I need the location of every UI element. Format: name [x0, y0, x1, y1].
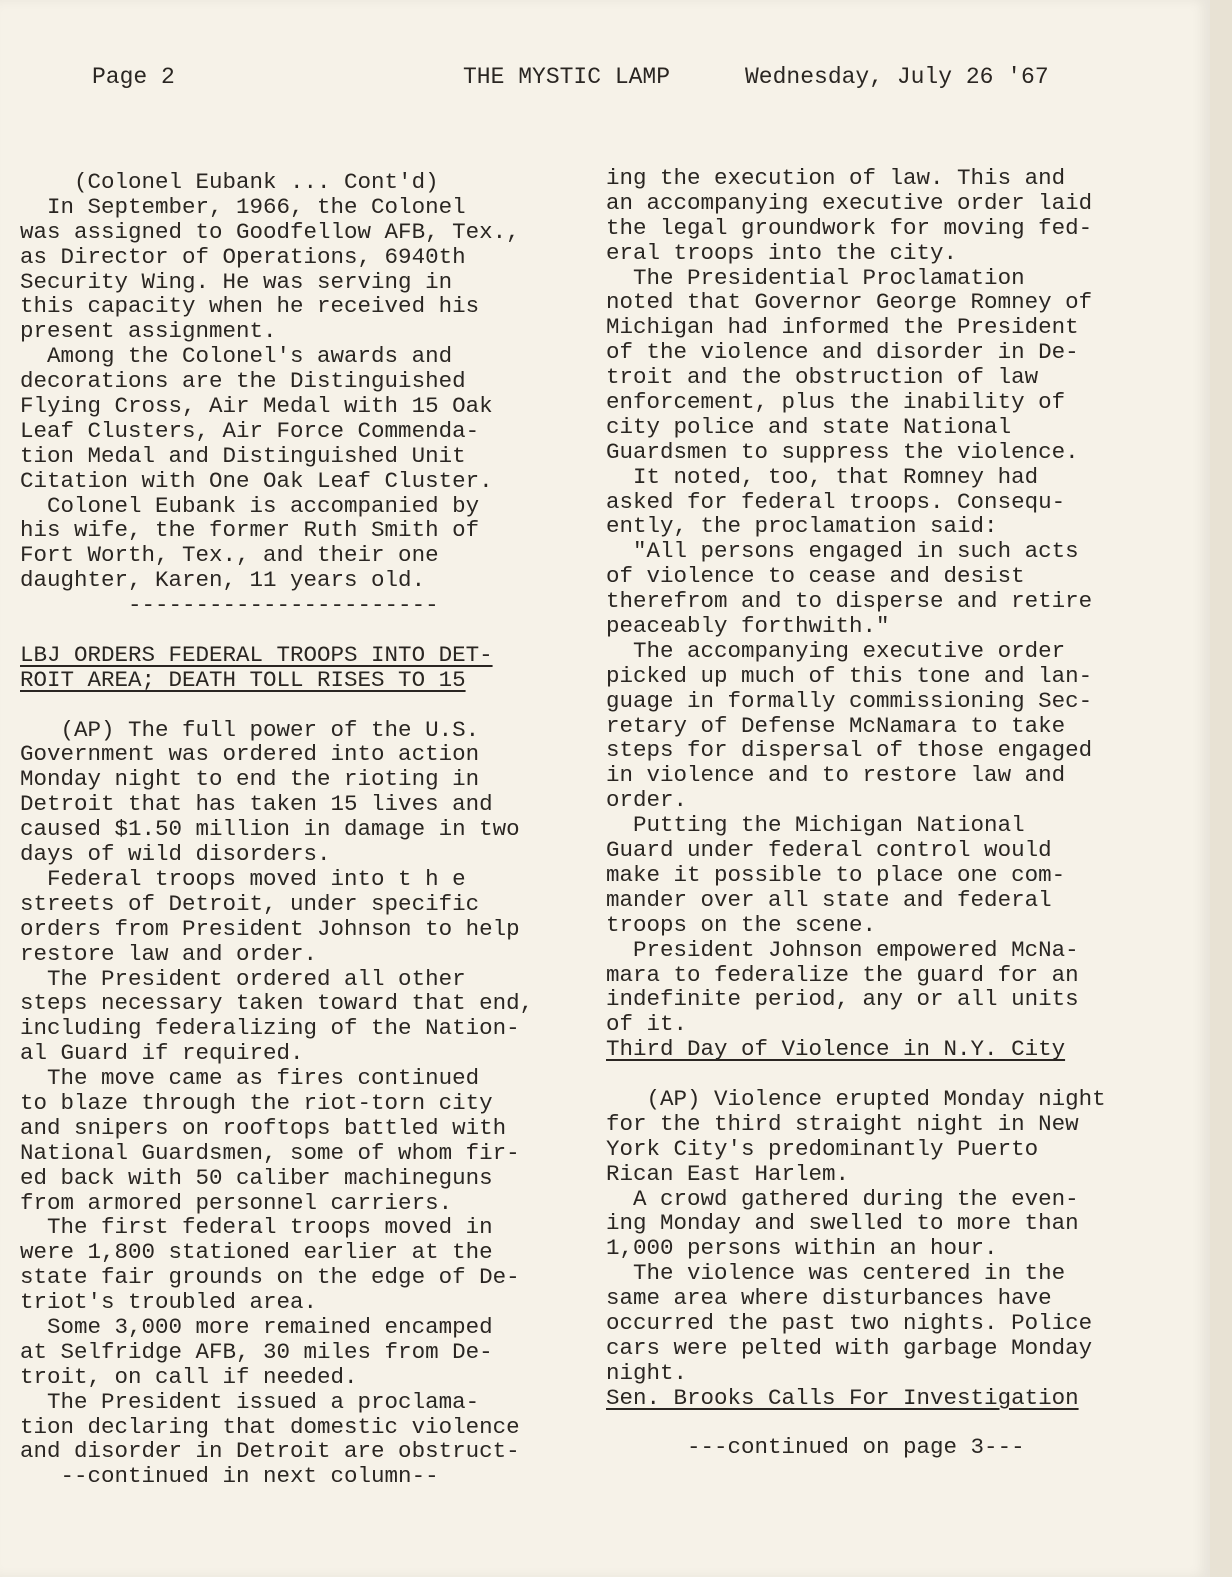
- text-line: from armored personnel carriers.: [20, 1189, 453, 1216]
- text-line: The President ordered all other: [20, 965, 466, 992]
- text-line: -----------------------: [20, 592, 439, 619]
- text-line: triot's troubled area.: [20, 1289, 318, 1316]
- text-line: order.: [606, 787, 688, 814]
- text-line: steps for dispersal of those engaged: [606, 737, 1093, 764]
- text-line: streets of Detroit, under specific: [20, 890, 480, 917]
- text-line: [606, 1411, 1166, 1436]
- text-line: Some 3,000 more remained encamped: [20, 1313, 493, 1340]
- text-line: tion declaring that domestic violence: [20, 1413, 520, 1440]
- text-line: Detroit that has taken 15 lives and: [20, 791, 493, 818]
- page-header: [0, 64, 1210, 104]
- text-line: 1,000 persons within an hour.: [606, 1235, 998, 1262]
- text-line: orders from President Johnson to help: [20, 915, 520, 942]
- text-line: In September, 1966, the Colonel: [20, 193, 466, 220]
- left-column: [20, 170, 590, 1489]
- text-line: Citation with One Oak Leaf Cluster.: [20, 467, 493, 494]
- text-line: city police and state National: [606, 413, 1012, 440]
- text-line: Michigan had informed the President: [606, 314, 1079, 341]
- page-edge: [1210, 0, 1232, 1577]
- headline-line: Sen. Brooks Calls For Investigation: [606, 1384, 1079, 1411]
- text-line: mara to federalize the guard for an: [606, 961, 1079, 988]
- text-line: [606, 1062, 1166, 1087]
- text-line: night.: [606, 1359, 688, 1386]
- text-line: days of wild disorders.: [20, 841, 331, 868]
- text-line: (AP) Violence erupted Monday night: [606, 1085, 1106, 1112]
- text-line: ing Monday and swelled to more than: [606, 1210, 1079, 1237]
- text-line: restore law and order.: [20, 940, 318, 967]
- text-line: noted that Governor George Romney of: [606, 289, 1093, 316]
- text-line: ently, the proclamation said:: [606, 513, 998, 540]
- text-line: The violence was centered in the: [606, 1260, 1066, 1287]
- text-line: The Presidential Proclamation: [606, 264, 1025, 291]
- text-line: The first federal troops moved in: [20, 1214, 493, 1241]
- text-line: troit, on call if needed.: [20, 1363, 358, 1390]
- text-line: as Director of Operations, 6940th: [20, 243, 466, 270]
- text-line: in violence and to restore law and: [606, 762, 1066, 789]
- text-line: occurred the past two nights. Police: [606, 1309, 1093, 1336]
- text-line: peaceably forthwith.": [606, 613, 890, 640]
- text-line: Fort Worth, Tex., and their one: [20, 542, 439, 569]
- text-line: Monday night to end the rioting in: [20, 766, 480, 793]
- text-line: Guardsmen to suppress the violence.: [606, 438, 1079, 465]
- text-line: of it.: [606, 1011, 688, 1038]
- text-line: an accompanying executive order laid: [606, 189, 1093, 216]
- page-number: Page 2: [92, 64, 175, 90]
- text-line: of the violence and disorder in De-: [606, 339, 1079, 366]
- text-line: A crowd gathered during the even-: [606, 1185, 1079, 1212]
- headline-line: ROIT AREA; DEATH TOLL RISES TO 15: [20, 666, 466, 693]
- text-line: ed back with 50 caliber machineguns: [20, 1164, 493, 1191]
- text-line: The President issued a proclama-: [20, 1388, 480, 1415]
- text-line: Federal troops moved into t h e: [20, 865, 466, 892]
- text-line: retary of Defense McNamara to take: [606, 712, 1066, 739]
- text-line: Leaf Clusters, Air Force Commenda-: [20, 417, 480, 444]
- text-line: --continued in next column--: [20, 1463, 439, 1490]
- text-line: the legal groundwork for moving fed-: [606, 214, 1093, 241]
- text-line: Rican East Harlem.: [606, 1160, 850, 1187]
- text-line: "All persons engaged in such acts: [606, 538, 1079, 565]
- text-line: Government was ordered into action: [20, 741, 480, 768]
- text-line: troops on the scene.: [606, 911, 877, 938]
- text-line: al Guard if required.: [20, 1040, 304, 1067]
- text-line: mander over all state and federal: [606, 886, 1052, 913]
- issue-date: Wednesday, July 26 '67: [745, 64, 1049, 90]
- text-line: Guard under federal control would: [606, 837, 1052, 864]
- text-line: this capacity when he received his: [20, 293, 480, 320]
- text-line: steps necessary taken toward that end,: [20, 990, 534, 1017]
- text-line: ing the execution of law. This and: [606, 165, 1066, 191]
- text-line: Putting the Michigan National: [606, 812, 1025, 839]
- text-line: make it possible to place one com-: [606, 861, 1066, 888]
- text-line: cars were pelted with garbage Monday: [606, 1334, 1093, 1361]
- text-line: were 1,800 stationed earlier at the: [20, 1239, 493, 1266]
- text-line: same area where disturbances have: [606, 1285, 1052, 1312]
- text-line: (AP) The full power of the U.S.: [20, 716, 480, 743]
- text-line: It noted, too, that Romney had: [606, 463, 1039, 490]
- text-line: and snipers on rooftops battled with: [20, 1114, 507, 1141]
- text-line: Colonel Eubank is accompanied by: [20, 492, 480, 519]
- text-line: caused $1.50 million in damage in two: [20, 816, 520, 843]
- text-line: York City's predominantly Puerto: [606, 1135, 1039, 1162]
- headline-line: Third Day of Violence in N.Y. City: [606, 1036, 1066, 1063]
- headline-line: LBJ ORDERS FEDERAL TROOPS INTO DET-: [20, 641, 493, 668]
- text-line: ---continued on page 3---: [606, 1434, 1025, 1461]
- text-line: President Johnson empowered McNa-: [606, 936, 1079, 963]
- text-line: Security Wing. He was serving in: [20, 268, 453, 295]
- text-line: Among the Colonel's awards and: [20, 343, 453, 370]
- text-line: The move came as fires continued: [20, 1065, 480, 1092]
- text-line: enforcement, plus the inability of: [606, 389, 1066, 416]
- text-line: indefinite period, any or all units: [606, 986, 1079, 1013]
- text-line: state fair grounds on the edge of De-: [20, 1264, 520, 1291]
- text-line: Flying Cross, Air Medal with 15 Oak: [20, 393, 493, 420]
- text-line: The accompanying executive order: [606, 637, 1066, 664]
- text-line: at Selfridge AFB, 30 miles from De-: [20, 1338, 493, 1365]
- text-line: [20, 618, 590, 643]
- text-line: for the third straight night in New: [606, 1110, 1079, 1137]
- text-line: tion Medal and Distinguished Unit: [20, 442, 466, 469]
- newsletter-title: THE MYSTIC LAMP: [463, 64, 671, 90]
- text-line: decorations are the Distinguished: [20, 368, 466, 395]
- text-line: picked up much of this tone and lan-: [606, 662, 1093, 689]
- text-line: (Colonel Eubank ... Cont'd): [20, 169, 439, 195]
- text-line: troit and the obstruction of law: [606, 364, 1039, 391]
- text-line: National Guardsmen, some of whom fir-: [20, 1139, 520, 1166]
- text-line: of violence to cease and desist: [606, 563, 1025, 590]
- text-line: therefrom and to disperse and retire: [606, 588, 1093, 615]
- text-line: asked for federal troops. Consequ-: [606, 488, 1066, 515]
- text-line: [20, 693, 590, 718]
- text-line: and disorder in Detroit are obstruct-: [20, 1438, 520, 1465]
- text-line: present assignment.: [20, 318, 277, 345]
- right-column: [606, 166, 1166, 1460]
- text-line: was assigned to Goodfellow AFB, Tex.,: [20, 218, 520, 245]
- text-line: including federalizing of the Nation-: [20, 1015, 520, 1042]
- text-line: to blaze through the riot-torn city: [20, 1089, 493, 1116]
- text-line: daughter, Karen, 11 years old.: [20, 567, 426, 594]
- text-line: his wife, the former Ruth Smith of: [20, 517, 480, 544]
- text-line: eral troops into the city.: [606, 239, 958, 266]
- text-line: guage in formally commissioning Sec-: [606, 687, 1093, 714]
